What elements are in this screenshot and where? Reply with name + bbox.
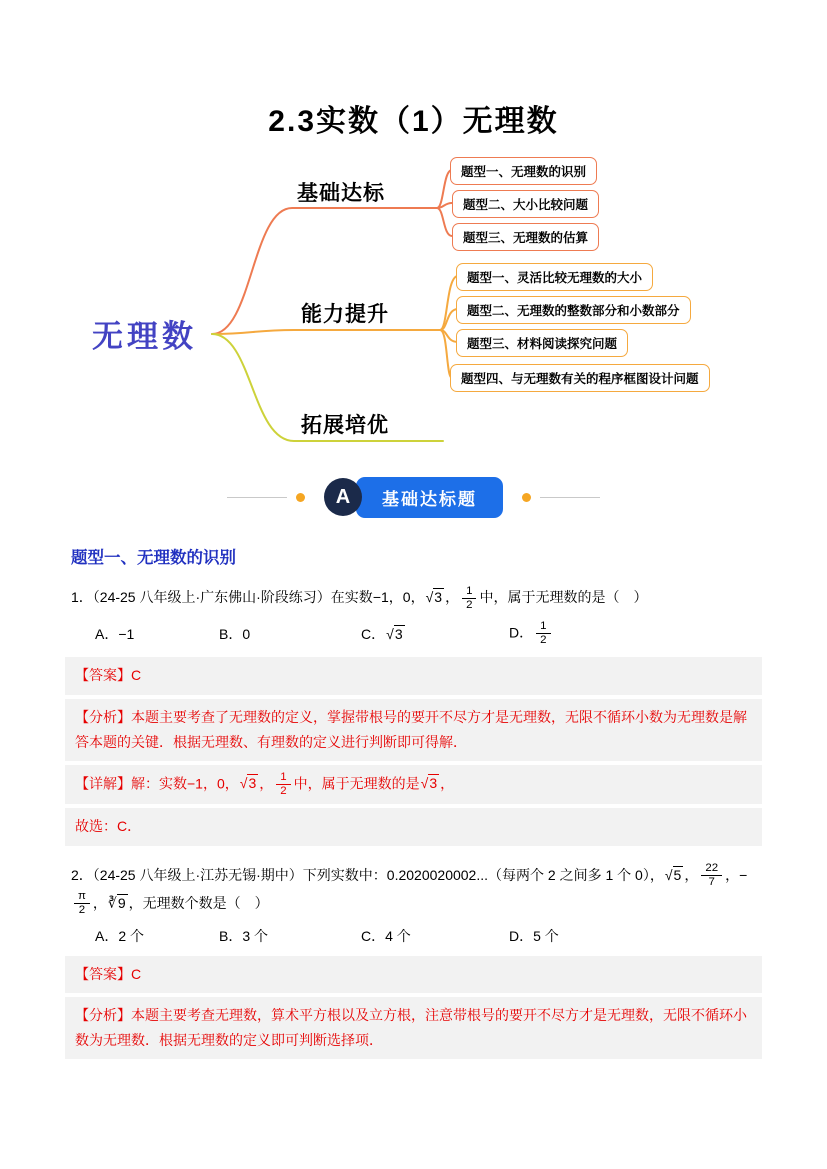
mindmap-topic-box: 题型三、无理数的估算 [452,223,599,251]
section-heading: 题型一、无理数的识别 [71,549,236,567]
page-title: 2.3实数（1）无理数 [268,105,559,138]
mindmap-topic-box: 题型二、无理数的整数部分和小数部分 [456,296,691,324]
detail-line: 【详解】解：实数−1，0， √ 3 ， $\frac{1}{2}$ 中，属于无理数的是 √ 3 ， [65,765,762,804]
mindmap-topic-box: 题型一、灵活比较无理数的大小 [456,263,653,291]
mindmap-topic-box: 题型三、材料阅读探究问题 [456,329,628,357]
divider-line [227,497,287,498]
option-d: D．5 个 [509,927,559,944]
badge-letter: A [324,478,362,516]
divider-line [540,497,600,498]
mindmap-branch-extension: 拓展培优 [301,414,389,437]
section-badge [0,476,827,518]
option-a: A．−1 [95,625,135,642]
analysis-line: 【分析】本题主要考查了无理数的定义，掌握带根号的要开不尽方才是无理数，无限不循环小数为无理数是解答本题的关键．根据无理数、有理数的定义进行判断即可得解． [65,699,762,761]
analysis-line: 【分析】本题主要考查无理数，算术平方根以及立方根，注意带根号的要开不尽方才是无理数，无限不循环小数为无理数．根据无理数的定义即可判断选择项． [65,997,762,1059]
mindmap [0,146,827,464]
conclusion-line: 故选：C． [65,808,762,845]
mindmap-connector-lines [0,146,827,464]
question-2-stem: 2．（24-25 八年级上·江苏无锡·期中）下列实数中：0.2020020002...（每两个 2 之间多 1 个 0）， √ 5 ， $\frac{22}{7}$ ，− $\frac{\pi}{2}$ ， ∛ 9 ，无理数个数是（ ） [71,862,748,917]
dot-icon [522,493,531,502]
answer-line: 【答案】C [65,657,762,694]
question-2-options [65,926,762,946]
mindmap-branch-basic: 基础达标 [297,182,385,205]
option-c: C．4 个 [361,927,411,944]
badge-label: 基础达标题 [356,477,503,518]
question-2 [65,862,762,1060]
dot-icon [296,493,305,502]
mindmap-root-label: 无理数 [92,319,197,354]
mindmap-topic-box: 题型四、与无理数有关的程序框图设计问题 [450,364,710,392]
question-2-answer-block [65,956,762,1060]
option-b: B．3 个 [219,927,269,944]
worksheet-content [0,544,827,1059]
option-b: B．0 [219,625,251,642]
option-d: D． $\frac{1}{2}$ [509,620,554,647]
question-1-answer-block [65,657,762,845]
question-1 [65,584,762,846]
question-1-options [65,620,762,647]
option-c: C． √ 3 [361,625,403,642]
answer-line: 【答案】C [65,956,762,993]
mindmap-topic-box: 题型一、无理数的识别 [450,157,597,185]
question-1-stem: 1．（24-25 八年级上·广东佛山·阶段练习）在实数−1，0， √ 3 ， $\frac{1}{2}$ 中，属于无理数的是（ ） [71,584,648,611]
option-a: A．2 个 [95,927,145,944]
topic-line [437,208,452,236]
branch-line-ability [212,330,440,334]
mindmap-branch-ability: 能力提升 [301,303,389,326]
mindmap-topic-box: 题型二、大小比较问题 [452,190,599,218]
